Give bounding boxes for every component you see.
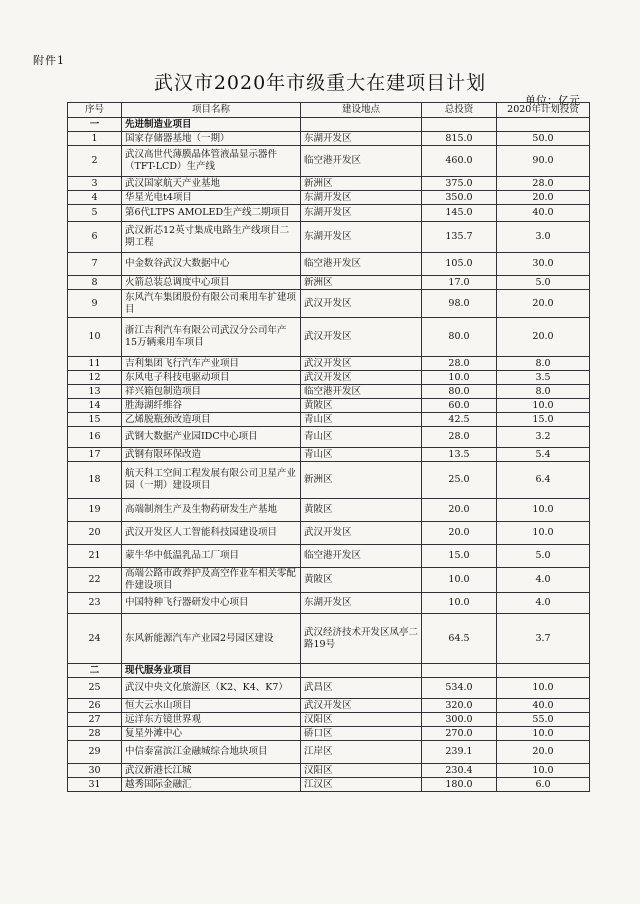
project-name: 武汉中央文化旅游区（K2、K4、K7） — [122, 678, 301, 699]
plan-investment: 55.0 — [497, 713, 590, 727]
table-row — [68, 448, 590, 462]
project-location: 武汉开发区 — [301, 371, 422, 385]
project-name: 远洋东方镜世界观 — [122, 713, 301, 727]
table-row — [68, 545, 590, 568]
project-location: 武汉开发区 — [301, 522, 422, 545]
row-number: 22 — [68, 568, 122, 593]
project-name: 乙烯脱瓶颈改造项目 — [122, 413, 301, 427]
table-row — [68, 318, 590, 357]
table-row — [68, 177, 590, 191]
project-location: 江岸区 — [301, 741, 422, 764]
section-title: 现代服务业项目 — [122, 664, 301, 678]
project-name: 武钢大数据产业园IDC中心项目 — [122, 427, 301, 448]
location-cell — [301, 664, 422, 678]
total-investment: 28.0 — [422, 357, 497, 371]
project-name: 祥兴箱包制造项目 — [122, 385, 301, 399]
row-number: 16 — [68, 427, 122, 448]
table-row — [68, 413, 590, 427]
row-number: 12 — [68, 371, 122, 385]
project-location: 汉阳区 — [301, 713, 422, 727]
project-location: 汉阳区 — [301, 764, 422, 778]
row-number: 27 — [68, 713, 122, 727]
plan-investment: 4.0 — [497, 568, 590, 593]
project-location: 东湖开发区 — [301, 205, 422, 222]
row-number: 20 — [68, 522, 122, 545]
row-number: 9 — [68, 290, 122, 318]
plan-cell — [497, 664, 590, 678]
section-row — [68, 664, 590, 678]
plan-investment: 8.0 — [497, 357, 590, 371]
project-location: 黄陂区 — [301, 499, 422, 522]
project-location: 新洲区 — [301, 276, 422, 290]
project-location: 临空港开发区 — [301, 385, 422, 399]
header-no: 序号 — [68, 103, 122, 118]
project-location: 东湖开发区 — [301, 593, 422, 614]
total-investment: 105.0 — [422, 253, 497, 276]
project-name: 东风电子科技电驱动项目 — [122, 371, 301, 385]
row-number: 25 — [68, 678, 122, 699]
project-location: 新洲区 — [301, 462, 422, 499]
table-row — [68, 146, 590, 177]
table-row — [68, 132, 590, 146]
table-row — [68, 499, 590, 522]
table-row — [68, 593, 590, 614]
plan-investment: 30.0 — [497, 253, 590, 276]
project-name: 蒙牛华中低温乳品工厂项目 — [122, 545, 301, 568]
total-investment: 815.0 — [422, 132, 497, 146]
row-number: 17 — [68, 448, 122, 462]
plan-investment: 28.0 — [497, 177, 590, 191]
total-investment: 20.0 — [422, 499, 497, 522]
project-name: 武汉开发区人工智能科技园建设项目 — [122, 522, 301, 545]
table-row — [68, 713, 590, 727]
project-name: 火箭总装总调度中心项目 — [122, 276, 301, 290]
table-row — [68, 699, 590, 713]
total-investment: 80.0 — [422, 318, 497, 357]
project-location: 东湖开发区 — [301, 191, 422, 205]
plan-investment: 4.0 — [497, 593, 590, 614]
table-body — [68, 118, 590, 792]
project-location: 黄陂区 — [301, 568, 422, 593]
project-name: 吉利集团飞行汽车产业项目 — [122, 357, 301, 371]
project-location: 临空港开发区 — [301, 146, 422, 177]
project-name: 武汉国家航天产业基地 — [122, 177, 301, 191]
plan-investment: 3.5 — [497, 371, 590, 385]
table-row — [68, 462, 590, 499]
table-row — [68, 290, 590, 318]
project-location: 青山区 — [301, 413, 422, 427]
table-row — [68, 253, 590, 276]
plan-investment: 3.7 — [497, 614, 590, 664]
table-row — [68, 678, 590, 699]
total-investment: 230.4 — [422, 764, 497, 778]
row-number: 24 — [68, 614, 122, 664]
total-investment: 460.0 — [422, 146, 497, 177]
project-location: 黄陂区 — [301, 399, 422, 413]
table-row — [68, 568, 590, 593]
plan-investment: 10.0 — [497, 764, 590, 778]
total-investment: 145.0 — [422, 205, 497, 222]
project-name: 第6代LTPS AMOLED生产线二期项目 — [122, 205, 301, 222]
plan-investment: 90.0 — [497, 146, 590, 177]
total-investment: 320.0 — [422, 699, 497, 713]
header-plan: 2020年计划投资 — [497, 103, 590, 118]
table-row — [68, 764, 590, 778]
plan-investment: 10.0 — [497, 499, 590, 522]
project-location: 青山区 — [301, 427, 422, 448]
total-investment: 300.0 — [422, 713, 497, 727]
project-location: 江汉区 — [301, 778, 422, 792]
table-row — [68, 222, 590, 253]
plan-investment: 15.0 — [497, 413, 590, 427]
row-number: 30 — [68, 764, 122, 778]
row-number: 3 — [68, 177, 122, 191]
project-name: 华星光电t4项目 — [122, 191, 301, 205]
project-location: 东湖开发区 — [301, 132, 422, 146]
total-investment: 135.7 — [422, 222, 497, 253]
project-name: 越秀国际金融汇 — [122, 778, 301, 792]
project-name: 国家存储器基地（一期） — [122, 132, 301, 146]
total-investment: 60.0 — [422, 399, 497, 413]
unit-label: 单位：亿元 — [525, 94, 580, 107]
plan-investment: 6.0 — [497, 778, 590, 792]
project-location: 东湖开发区 — [301, 222, 422, 253]
plan-investment: 20.0 — [497, 318, 590, 357]
row-number: 15 — [68, 413, 122, 427]
plan-investment: 6.4 — [497, 462, 590, 499]
plan-investment: 40.0 — [497, 205, 590, 222]
header-name: 项目名称 — [122, 103, 301, 118]
total-investment: 64.5 — [422, 614, 497, 664]
plan-investment: 5.4 — [497, 448, 590, 462]
section-title: 先进制造业项目 — [122, 118, 301, 132]
project-name: 武汉新芯12英寸集成电路生产线项目二期工程 — [122, 222, 301, 253]
row-number: 7 — [68, 253, 122, 276]
project-location: 新洲区 — [301, 177, 422, 191]
row-number: 19 — [68, 499, 122, 522]
plan-cell — [497, 118, 590, 132]
row-number: 21 — [68, 545, 122, 568]
row-number: 14 — [68, 399, 122, 413]
project-name: 航天科工空间工程发展有限公司卫星产业园（一期）建设项目 — [122, 462, 301, 499]
row-number: 31 — [68, 778, 122, 792]
plan-investment: 40.0 — [497, 699, 590, 713]
row-number: 5 — [68, 205, 122, 222]
row-number: 8 — [68, 276, 122, 290]
table-row — [68, 399, 590, 413]
plan-investment: 20.0 — [497, 191, 590, 205]
plan-investment: 20.0 — [497, 290, 590, 318]
plan-investment: 3.0 — [497, 222, 590, 253]
plan-investment: 10.0 — [497, 678, 590, 699]
table-row — [68, 191, 590, 205]
total-investment: 13.5 — [422, 448, 497, 462]
project-name: 中金数谷武汉大数据中心 — [122, 253, 301, 276]
project-name: 武汉新港长江城 — [122, 764, 301, 778]
project-location: 武汉开发区 — [301, 699, 422, 713]
project-name: 复星外滩中心 — [122, 727, 301, 741]
total-investment: 20.0 — [422, 522, 497, 545]
project-table — [67, 102, 590, 792]
plan-investment: 20.0 — [497, 741, 590, 764]
project-name: 武汉高世代薄膜晶体管液晶显示器件（TFT-LCD）生产线 — [122, 146, 301, 177]
project-location: 青山区 — [301, 448, 422, 462]
attachment-label: 附件1 — [33, 54, 65, 67]
total-investment: 534.0 — [422, 678, 497, 699]
project-location: 武汉经济技术开发区凤亭二路19号 — [301, 614, 422, 664]
total-investment: 10.0 — [422, 593, 497, 614]
project-name: 高端公路市政养护及高空作业车相关零配件建设项目 — [122, 568, 301, 593]
plan-investment: 10.0 — [497, 727, 590, 741]
total-investment: 15.0 — [422, 545, 497, 568]
table-row — [68, 614, 590, 664]
project-location: 武汉开发区 — [301, 357, 422, 371]
row-number: 18 — [68, 462, 122, 499]
section-number: 一 — [68, 118, 122, 132]
plan-investment: 50.0 — [497, 132, 590, 146]
total-investment: 42.5 — [422, 413, 497, 427]
project-name: 中信泰富滨江金融城综合地块项目 — [122, 741, 301, 764]
document-title: 武汉市2020年市级重大在建项目计划 — [153, 72, 487, 94]
table-row — [68, 205, 590, 222]
table-row — [68, 427, 590, 448]
section-row — [68, 118, 590, 132]
plan-investment: 10.0 — [497, 399, 590, 413]
row-number: 26 — [68, 699, 122, 713]
total-investment: 80.0 — [422, 385, 497, 399]
project-location: 武汉开发区 — [301, 318, 422, 357]
total-cell — [422, 664, 497, 678]
table-row — [68, 727, 590, 741]
plan-investment: 10.0 — [497, 522, 590, 545]
total-investment: 98.0 — [422, 290, 497, 318]
total-investment: 239.1 — [422, 741, 497, 764]
project-name: 恒大云水山项目 — [122, 699, 301, 713]
row-number: 29 — [68, 741, 122, 764]
location-cell — [301, 118, 422, 132]
plan-investment: 5.0 — [497, 276, 590, 290]
row-number: 10 — [68, 318, 122, 357]
total-cell — [422, 118, 497, 132]
table-row — [68, 778, 590, 792]
section-number: 二 — [68, 664, 122, 678]
total-investment: 350.0 — [422, 191, 497, 205]
row-number: 28 — [68, 727, 122, 741]
project-location: 武昌区 — [301, 678, 422, 699]
table-row — [68, 385, 590, 399]
project-name: 中国特种飞行器研发中心项目 — [122, 593, 301, 614]
total-investment: 25.0 — [422, 462, 497, 499]
row-number: 1 — [68, 132, 122, 146]
row-number: 13 — [68, 385, 122, 399]
table-row — [68, 371, 590, 385]
plan-investment: 5.0 — [497, 545, 590, 568]
total-investment: 375.0 — [422, 177, 497, 191]
total-investment: 180.0 — [422, 778, 497, 792]
project-location: 硚口区 — [301, 727, 422, 741]
project-name: 东风新能源汽车产业园2号园区建设 — [122, 614, 301, 664]
project-location: 武汉开发区 — [301, 290, 422, 318]
row-number: 2 — [68, 146, 122, 177]
project-name: 武钢有限环保改造 — [122, 448, 301, 462]
header-total: 总投资 — [422, 103, 497, 118]
header-location: 建设地点 — [301, 103, 422, 118]
total-investment: 17.0 — [422, 276, 497, 290]
project-location: 临空港开发区 — [301, 253, 422, 276]
table-row — [68, 741, 590, 764]
row-number: 11 — [68, 357, 122, 371]
table-header-row — [68, 103, 590, 118]
plan-investment: 3.2 — [497, 427, 590, 448]
total-investment: 270.0 — [422, 727, 497, 741]
total-investment: 28.0 — [422, 427, 497, 448]
row-number: 6 — [68, 222, 122, 253]
row-number: 4 — [68, 191, 122, 205]
total-investment: 10.0 — [422, 568, 497, 593]
project-name: 东风汽车集团股份有限公司乘用车扩建项目 — [122, 290, 301, 318]
project-name: 高端制剂生产及生物药研发生产基地 — [122, 499, 301, 522]
table-row — [68, 522, 590, 545]
project-location: 临空港开发区 — [301, 545, 422, 568]
table-row — [68, 357, 590, 371]
table-row — [68, 276, 590, 290]
total-investment: 10.0 — [422, 371, 497, 385]
row-number: 23 — [68, 593, 122, 614]
project-name: 浙江吉利汽车有限公司武汉分公司年产15万辆乘用车项目 — [122, 318, 301, 357]
plan-investment: 8.0 — [497, 385, 590, 399]
project-name: 胜海湖纤维谷 — [122, 399, 301, 413]
